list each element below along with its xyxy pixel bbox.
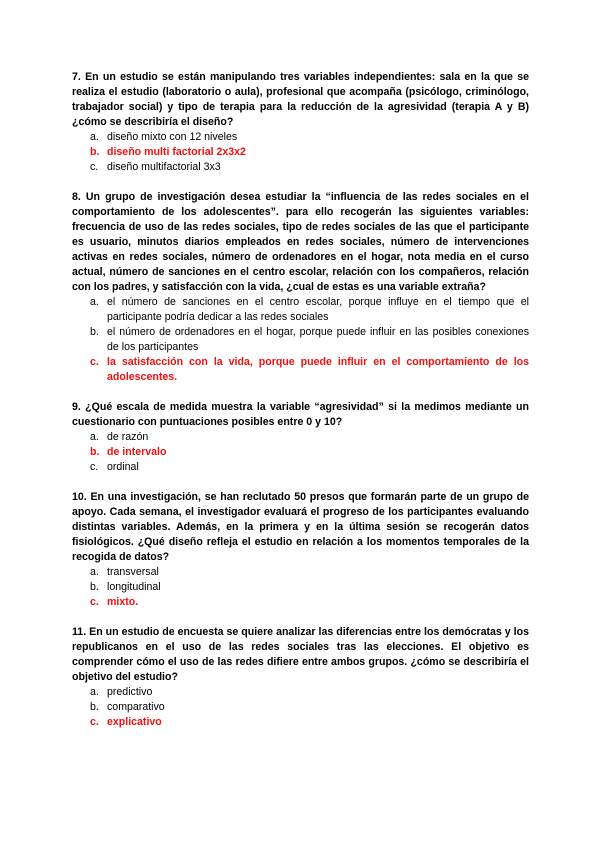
option-text: comparativo [107,701,165,713]
option-letter: b. [90,326,99,338]
option-letter: b. [90,701,99,713]
question-text: 9. ¿Qué escala de medida muestra la variable “agresividad” si la medimos mediante un cuestionario con puntuaciones posibles entre 0 y 10? [72,401,529,428]
option-a [72,565,529,580]
option-b-correct [72,445,529,460]
question-10 [72,490,529,610]
option-text: predictivo [107,686,153,698]
option-text: de intervalo [107,446,167,458]
options-list [72,295,529,385]
option-text: diseño mixto con 12 niveles [107,131,238,143]
option-text: transversal [107,566,159,578]
option-text: explicativo [107,716,162,728]
option-b [72,700,529,715]
option-text: de razón [107,431,149,443]
option-b-correct [72,145,529,160]
option-a [72,430,529,445]
option-b [72,580,529,595]
option-text: longitudinal [107,581,161,593]
option-c [72,460,529,475]
option-letter: c. [90,356,99,368]
option-letter: a. [90,686,99,698]
option-b [72,325,529,355]
option-letter: c. [90,716,99,728]
option-letter: b. [90,146,100,158]
question-8 [72,190,529,385]
option-text: ordinal [107,461,139,473]
option-letter: a. [90,296,99,308]
option-letter: a. [90,566,99,578]
option-c-correct [72,715,529,730]
question-text: 10. En una investigación, se han reclutado 50 presos que formarán parte de un grupo de apoyo. Cada semana, el investigador evaluará el progreso de los participantes evaluando distintas variables. Además, en la primera y en la última sesión se recogerán datos fisiológicos. ¿Qué diseño refleja el estudio en relación a los momentos temporales de la recogida de datos? [72,491,529,563]
option-letter: a. [90,131,99,143]
option-text: diseño multi factorial 2x3x2 [107,146,246,158]
option-text: mixto. [107,596,139,608]
question-7 [72,70,529,175]
option-text: diseño multifactorial 3x3 [107,161,221,173]
options-list [72,130,529,175]
option-a [72,295,529,325]
option-c-correct [72,595,529,610]
option-a [72,685,529,700]
options-list [72,430,529,475]
option-text: el número de sanciones en el centro escolar, porque influye en el tiempo que el participante podría dedicar a las redes sociales [107,296,529,323]
option-text: la satisfacción con la vida, porque puede influir en el comportamiento de los adolescentes. [107,356,529,383]
option-letter: b. [90,446,100,458]
exam-page [72,70,529,745]
option-letter: c. [90,461,99,473]
option-letter: c. [90,161,99,173]
option-letter: c. [90,596,99,608]
question-11 [72,625,529,730]
question-text: 11. En un estudio de encuesta se quiere analizar las diferencias entre los demócratas y los republicanos en el uso de las redes sociales tras las elecciones. El objetivo es comprender cómo el uso de las redes difiere entre ambos grupos. ¿cómo se describiría el objetivo del estudio? [72,626,529,683]
option-c [72,160,529,175]
option-c-correct [72,355,529,385]
option-letter: a. [90,431,99,443]
question-text: 7. En un estudio se están manipulando tres variables independientes: sala en la que se realiza el estudio (laboratorio o aula), profesional que acompaña (psicólogo, criminólogo, trabajador social) y tipo de terapia para la reducción de la agresividad (terapia A y B) ¿cómo se describiría el diseño? [72,71,529,128]
options-list [72,565,529,610]
question-9 [72,400,529,475]
question-text: 8. Un grupo de investigación desea estudiar la “influencia de las redes sociales en el comportamiento de los adolescentes”. para ello recogerán las siguientes variables: frecuencia de uso de las redes sociales, tipo de redes sociales de las que el participante es usuario, minutos diarios empleados en redes sociales, número de intervenciones activas en redes sociales, número de ordenadores en el hogar, nota media en el curso actual, número de sanciones en el centro escolar, relación con los compañeros, relación con los padres, y satisfacción con la vida, ¿cual de estas es una variable extraña? [72,191,529,293]
options-list [72,685,529,730]
option-letter: b. [90,581,99,593]
option-text: el número de ordenadores en el hogar, porque puede influir en las posibles conexiones de los participantes [107,326,529,353]
option-a [72,130,529,145]
